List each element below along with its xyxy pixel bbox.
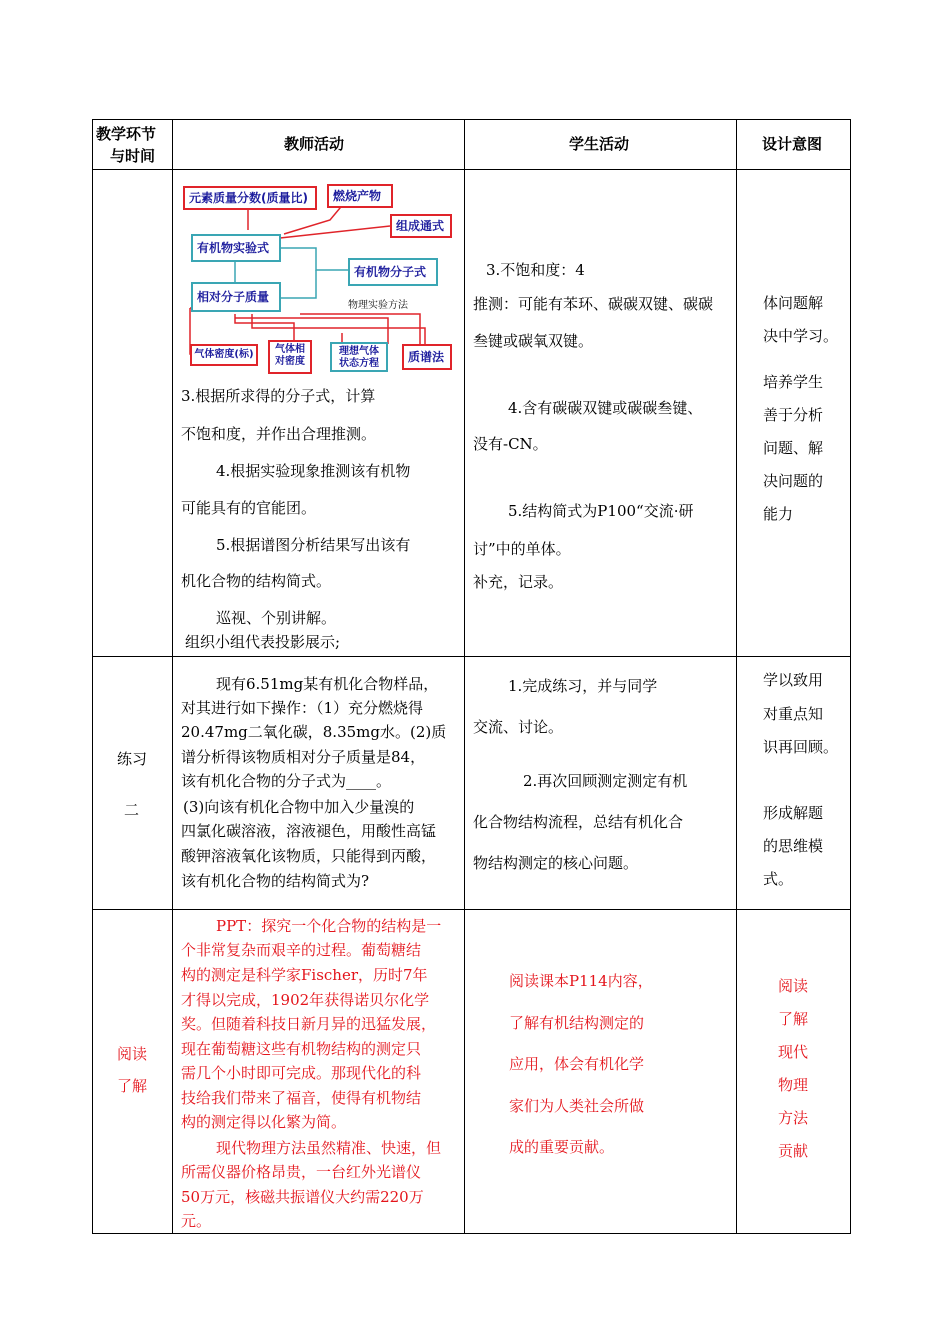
row1-intent-line2: 决中学习。 xyxy=(763,327,839,345)
row1-teacher-line8: 组织小组代表投影展示; xyxy=(185,633,341,651)
row1-intent-line6: 决问题的 xyxy=(763,472,824,490)
row2-student-line5: 物结构测定的核心问题。 xyxy=(473,854,639,872)
row3-stage-line1: 阅读 xyxy=(117,1045,148,1063)
diagram-box-gas-density: 气体密度(标) xyxy=(190,344,258,366)
row3-student-line1: 阅读课本P114内容， xyxy=(509,972,653,990)
row3-stage-line2: 了解 xyxy=(117,1077,148,1095)
row2-teacher-line5: 该有机化合物的分子式为____。 xyxy=(181,772,392,790)
row3-teacher-line3: 构的测定是科学家Fischer，历时7年 xyxy=(181,966,428,984)
row1-student-line1: 3.不饱和度：4 xyxy=(486,261,585,279)
row3-teacher-line11: 所需仪器价格昂贵，一台红外光谱仪 xyxy=(181,1163,422,1181)
row1-teacher-line1: 3.根据所求得的分子式，计算 xyxy=(181,387,376,405)
row2-teacher-line7: 四氯化碳溶液，溶液褪色，用酸性高锰 xyxy=(181,822,437,840)
row1-teacher-line4: 可能具有的官能团。 xyxy=(181,499,317,517)
row2-teacher-line2: 对其进行如下操作：（1）充分燃烧得 xyxy=(181,699,424,717)
diagram-box-mass-spectrometry: 质谱法 xyxy=(402,344,452,370)
row3-teacher-line9: 构的测定得以化繁为简。 xyxy=(181,1113,347,1131)
col-divider-3 xyxy=(736,119,737,1234)
table-border-top xyxy=(92,119,851,120)
row3-teacher-line6: 现在葡萄糖这些有机物结构的测定只 xyxy=(181,1040,422,1058)
header-student: 学生活动 xyxy=(569,135,630,153)
col-divider-1 xyxy=(172,119,173,1234)
diagram-box-molecular-formula: 有机物分子式 xyxy=(348,258,438,286)
row3-intent-line2: 了解 xyxy=(778,1010,809,1028)
row1-student-line5: 没有-CN。 xyxy=(473,435,548,453)
row3-intent-line1: 阅读 xyxy=(778,977,809,995)
table-border-right xyxy=(850,119,851,1234)
header-teacher: 教师活动 xyxy=(284,135,345,153)
header-stage-line1: 教学环节 xyxy=(96,125,157,143)
row2-teacher-line8: 酸钾溶液氧化该物质，只能得到丙酸， xyxy=(181,847,437,865)
row1-teacher-line5: 5.根据谱图分析结果写出该有 xyxy=(216,536,411,554)
row1-student-line4: 4.含有碳碳双键或碳碳叁键、 xyxy=(508,399,703,417)
row3-teacher-line1: PPT：探究一个化合物的结构是一 xyxy=(216,917,442,935)
row1-intent-line5: 问题、解 xyxy=(763,439,824,457)
row1-student-line7: 讨”中的单体。 xyxy=(473,540,571,558)
row3-student-line2: 了解有机结构测定的 xyxy=(509,1014,645,1032)
row2-intent-line3: 识再回顾。 xyxy=(763,738,839,756)
col-divider-2 xyxy=(464,119,465,1234)
row1-student-line6: 5.结构简式为P100“交流·研 xyxy=(508,502,694,520)
row1-teacher-line2: 不饱和度，并作出合理推测。 xyxy=(181,425,377,443)
diagram-box-element-mass-fraction: 元素质量分数(质量比) xyxy=(183,186,317,210)
row3-intent-line4: 物理 xyxy=(778,1076,809,1094)
row2-intent-line2: 对重点知 xyxy=(763,705,824,723)
row1-student-line2: 推测：可能有苯环、碳碳双键、碳碳 xyxy=(473,295,714,313)
row1-intent-line3: 培养学生 xyxy=(763,373,824,391)
row1-intent-line1: 体问题解 xyxy=(763,294,824,312)
row2-intent-line6: 式。 xyxy=(763,870,794,888)
row3-teacher-line8: 技给我们带来了福音，使得有机物结 xyxy=(181,1089,422,1107)
diagram-box-ideal-gas-law xyxy=(330,342,388,372)
row3-intent-line5: 方法 xyxy=(778,1109,809,1127)
row3-student-line5: 成的重要贡献。 xyxy=(509,1138,615,1156)
diagram-box-relative-molecular-mass: 相对分子质量 xyxy=(191,282,281,312)
header-divider xyxy=(92,169,851,170)
diagram-box-relative-gas-density xyxy=(268,340,312,374)
row3-teacher-line4: 才得以完成，1902年获得诺贝尔化学 xyxy=(181,991,430,1009)
row1-intent-line7: 能力 xyxy=(763,505,794,523)
diagram-box-ideal-gas-law-line1: 理想气体 xyxy=(339,346,379,357)
diagram-box-relative-gas-density-line2: 对密度 xyxy=(275,356,305,367)
table-border-left xyxy=(92,119,93,1234)
row3-teacher-line10: 现代物理方法虽然精准、快速，但 xyxy=(216,1139,442,1157)
row2-stage-line1: 练习 xyxy=(117,750,148,768)
header-stage-line2: 与时间 xyxy=(110,147,156,165)
row2-stage-line2: 二 xyxy=(124,801,140,819)
row3-student-line4: 家们为人类社会所做 xyxy=(509,1097,645,1115)
row2-student-line4: 化合物结构流程，总结有机化合 xyxy=(473,813,684,831)
row1-divider xyxy=(92,656,851,657)
row2-student-line1: 1.完成练习，并与同学 xyxy=(508,677,658,695)
row3-teacher-line7: 需几个小时即可完成。那现代化的科 xyxy=(181,1064,422,1082)
row2-teacher-line1: 现有6.51mg某有机化合物样品， xyxy=(216,675,439,693)
structure-determination-diagram xyxy=(180,178,455,378)
row2-student-line3: 2.再次回顾测定测定有机 xyxy=(523,772,688,790)
header-intent: 设计意图 xyxy=(762,135,823,153)
row1-intent-line4: 善于分析 xyxy=(763,406,824,424)
row2-intent-line1: 学以致用 xyxy=(763,671,824,689)
row2-student-line2: 交流、讨论。 xyxy=(473,718,564,736)
row2-teacher-line3: 20.47mg二氧化碳，8.35mg水。(2)质 xyxy=(181,723,447,741)
row2-teacher-line6: (3)向该有机化合物中加入少量溴的 xyxy=(183,798,415,816)
row2-teacher-line4: 谱分析得该物质相对分子质量是84， xyxy=(181,748,426,766)
diagram-box-relative-gas-density-line1: 气体相 xyxy=(275,344,305,355)
row1-student-line3: 叁键或碳氧双键。 xyxy=(473,332,594,350)
row3-student-line3: 应用，体会有机化学 xyxy=(509,1055,645,1073)
row3-intent-line6: 贡献 xyxy=(778,1142,809,1160)
table-border-bottom xyxy=(92,1233,851,1234)
row3-intent-line3: 现代 xyxy=(778,1043,809,1061)
row2-teacher-line9: 该有机化合物的结构简式为? xyxy=(181,872,370,890)
diagram-box-combustion-products: 燃烧产物 xyxy=(327,184,393,208)
row1-student-line8: 补充，记录。 xyxy=(473,573,564,591)
row2-intent-line4: 形成解题 xyxy=(763,804,824,822)
row2-divider xyxy=(92,909,851,910)
row3-teacher-line13: 元。 xyxy=(181,1212,212,1230)
diagram-box-ideal-gas-law-line2: 状态方程 xyxy=(339,358,379,369)
row3-teacher-line5: 奖。但随着科技日新月异的迅猛发展， xyxy=(181,1015,437,1033)
row3-teacher-line12: 50万元，核磁共振谱仪大约需220万 xyxy=(181,1188,424,1206)
diagram-note-physical-methods: 物理实验方法 xyxy=(348,300,408,311)
row1-teacher-line6: 机化合物的结构简式。 xyxy=(181,572,332,590)
row3-teacher-line2: 个非常复杂而艰辛的过程。葡萄糖结 xyxy=(181,941,422,959)
row1-teacher-line3: 4.根据实验现象推测该有机物 xyxy=(216,462,411,480)
row1-teacher-line7: 巡视、个别讲解。 xyxy=(216,609,337,627)
diagram-box-empirical-formula: 有机物实验式 xyxy=(191,234,281,262)
row2-intent-line5: 的思维模 xyxy=(763,837,824,855)
diagram-box-general-formula: 组成通式 xyxy=(390,214,452,238)
